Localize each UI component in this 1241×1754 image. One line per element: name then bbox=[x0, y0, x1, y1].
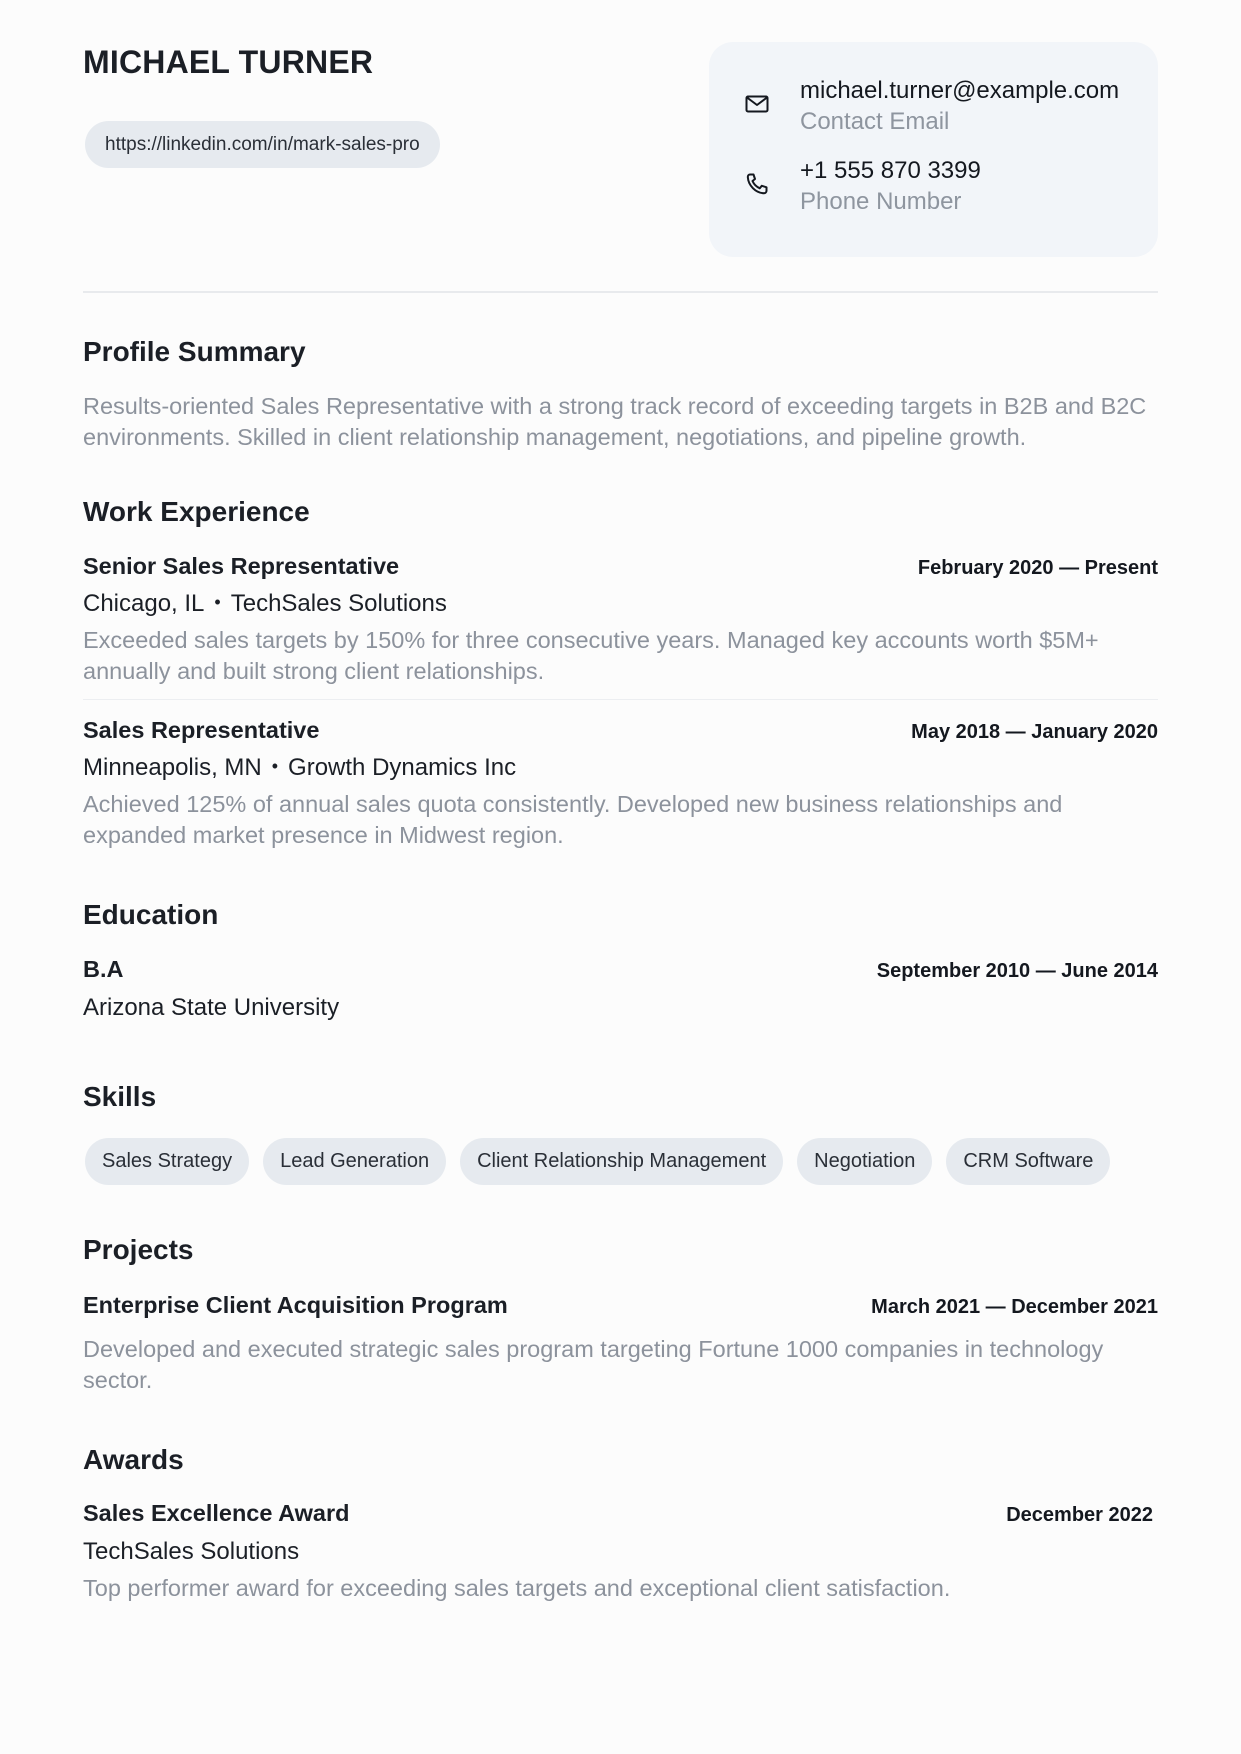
contact-card bbox=[709, 42, 1158, 257]
section-title-awards: Awards bbox=[83, 1444, 184, 1475]
degree: B.A bbox=[83, 956, 124, 982]
item-divider bbox=[83, 699, 1158, 700]
award-issuer: TechSales Solutions bbox=[83, 1538, 300, 1565]
job-title: Senior Sales Representative bbox=[83, 553, 400, 579]
skill-tag: CRM Software bbox=[946, 1138, 1110, 1185]
section-title-education: Education bbox=[83, 899, 219, 930]
project-description: Developed and executed strategic sales program targeting Fortune 1000 companies in technology sector. bbox=[83, 1336, 1104, 1393]
job-location: Minneapolis, MN bbox=[83, 754, 262, 781]
profile-summary-text: Results-oriented Sales Representative with a strong track record of exceeding targets in B2B and B2C environments. Skilled in client relationship management, negotiations, and pipeline growth. bbox=[83, 393, 1147, 450]
job-company: Growth Dynamics Inc bbox=[288, 754, 517, 781]
award-description: Top performer award for exceeding sales targets and exceptional client satisfaction. bbox=[83, 1575, 951, 1601]
award-name: Sales Excellence Award bbox=[83, 1500, 350, 1526]
email-value[interactable]: michael.turner@example.com bbox=[800, 77, 1120, 104]
project-dates: March 2021 — December 2021 bbox=[871, 1296, 1158, 1318]
resume-header bbox=[83, 0, 1158, 293]
linkedin-link[interactable]: https://linkedin.com/in/mark-sales-pro bbox=[85, 121, 440, 168]
skill-tag: Negotiation bbox=[797, 1138, 932, 1185]
job-description: Achieved 125% of annual sales quota consistently. Developed new business relationships and expanded market presence in Midwest region. bbox=[83, 791, 1063, 848]
job-company: TechSales Solutions bbox=[230, 590, 447, 617]
job-location-company bbox=[83, 590, 447, 618]
skill-tag: Lead Generation bbox=[263, 1138, 446, 1185]
section-title-projects: Projects bbox=[83, 1234, 194, 1265]
email-label: Contact Email bbox=[800, 108, 950, 135]
section-title-profile: Profile Summary bbox=[83, 336, 306, 367]
school-name: Arizona State University bbox=[83, 994, 340, 1021]
candidate-name: MICHAEL TURNER bbox=[83, 44, 374, 80]
education-dates: September 2010 — June 2014 bbox=[876, 960, 1158, 982]
job-title: Sales Representative bbox=[83, 717, 320, 743]
section-title-skills: Skills bbox=[83, 1081, 157, 1112]
section-title-experience: Work Experience bbox=[83, 496, 310, 527]
job-location-company bbox=[83, 754, 516, 782]
job-description: Exceeded sales targets by 150% for three consecutive years. Managed key accounts worth $5M+ annually and built strong client relationships. bbox=[83, 627, 1099, 684]
job-dates: February 2020 — Present bbox=[917, 557, 1158, 579]
skill-tag: Sales Strategy bbox=[85, 1138, 249, 1185]
bullet-separator: • bbox=[271, 756, 279, 777]
job-location: Chicago, IL bbox=[83, 590, 205, 617]
mail-icon bbox=[744, 91, 770, 117]
phone-value[interactable]: +1 555 870 3399 bbox=[800, 157, 981, 184]
bullet-separator: • bbox=[214, 592, 221, 613]
phone-label: Phone Number bbox=[800, 188, 962, 215]
resume-page bbox=[83, 0, 1158, 1601]
project-name: Enterprise Client Acquisition Program bbox=[83, 1292, 508, 1318]
award-date: December 2022 bbox=[1006, 1504, 1153, 1526]
skill-tag: Client Relationship Management bbox=[460, 1138, 783, 1185]
job-dates: May 2018 — January 2020 bbox=[911, 721, 1158, 743]
skills-list bbox=[85, 1138, 1110, 1185]
phone-icon bbox=[744, 171, 770, 197]
